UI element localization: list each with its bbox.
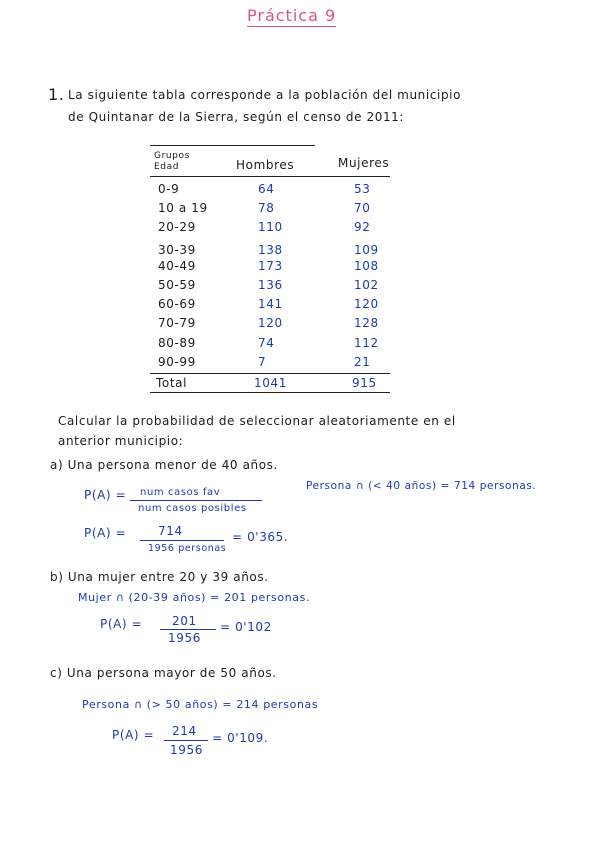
row-women: 102 — [354, 278, 379, 292]
row-age-group: 40-49 — [158, 258, 196, 273]
part-a-calc-num: 714 — [158, 524, 183, 538]
problem-number: 1. — [48, 85, 65, 104]
part-a-label: a) Una persona menor de 40 años. — [50, 458, 278, 472]
part-b-label: b) Una mujer entre 20 y 39 años. — [50, 570, 269, 584]
part-b-calc-bar — [160, 629, 216, 630]
page-title: Práctica 9 — [247, 6, 337, 25]
row-women: 112 — [354, 335, 379, 350]
part-a-p-label: P(A) = — [84, 488, 127, 502]
table-total-rule — [150, 373, 390, 374]
part-a-calc-den: 1956 personas — [148, 543, 227, 554]
part-c-calc-bar — [164, 740, 208, 741]
row-men: 110 — [258, 220, 283, 235]
row-age-group: 60-69 — [158, 297, 196, 312]
row-men: 120 — [258, 316, 283, 331]
row-men: 78 — [258, 201, 275, 216]
part-a-calc-bar — [140, 540, 224, 541]
row-men: 64 — [258, 182, 275, 196]
intro-line-2: anterior municipio: — [58, 434, 184, 448]
row-age-group: 90-99 — [158, 354, 196, 369]
part-c-p-label: P(A) = — [112, 728, 155, 742]
row-women: 128 — [354, 316, 379, 331]
header-women: Mujeres — [338, 156, 390, 170]
intro-line-1: Calcular la probabilidad de seleccionar aleatoriamente en el — [58, 414, 456, 428]
row-age-group: 30-39 — [158, 242, 196, 257]
row-women: 53 — [354, 182, 371, 196]
table-header-rule — [150, 176, 390, 177]
part-a-result: = 0'365. — [232, 530, 289, 544]
header-age-groups: Grupos Edad — [154, 151, 190, 172]
row-age-group: 50-59 — [158, 278, 196, 292]
part-a-formula-den: num casos posibles — [138, 503, 247, 514]
part-a-note: Persona ∩ (< 40 años) = 714 personas. — [306, 480, 537, 492]
row-men: 7 — [258, 354, 267, 369]
row-men: 173 — [258, 258, 283, 273]
part-b-p-label: P(A) = — [100, 617, 143, 631]
row-women: 120 — [354, 297, 379, 312]
row-men: 136 — [258, 278, 283, 292]
table-top-rule — [150, 145, 315, 146]
row-women: 109 — [354, 242, 379, 257]
row-men: 141 — [258, 297, 283, 312]
total-women: 915 — [352, 376, 377, 390]
part-b-result: = 0'102 — [220, 620, 272, 634]
row-women: 21 — [354, 354, 371, 369]
part-a-formula-bar — [130, 500, 262, 501]
problem-line-2: de Quintanar de la Sierra, según el censo de 2011: — [68, 110, 405, 124]
part-c-label: c) Una persona mayor de 50 años. — [50, 666, 277, 680]
part-c-result: = 0'109. — [212, 731, 269, 745]
total-label: Total — [156, 376, 188, 390]
row-women: 108 — [354, 258, 379, 273]
part-b-note: Mujer ∩ (20-39 años) = 201 personas. — [78, 591, 311, 604]
problem-line-1: La siguiente tabla corresponde a la población del municipio — [68, 88, 462, 102]
row-age-group: 0-9 — [158, 182, 180, 196]
row-women: 70 — [354, 201, 371, 216]
row-age-group: 70-79 — [158, 316, 196, 331]
part-a-formula-num: num casos fav — [140, 487, 221, 498]
row-age-group: 20-29 — [158, 220, 196, 235]
part-b-calc-den: 1956 — [168, 631, 201, 645]
row-men: 74 — [258, 335, 275, 350]
part-c-calc-den: 1956 — [170, 743, 203, 757]
header-men: Hombres — [236, 158, 295, 172]
row-women: 92 — [354, 220, 371, 235]
part-c-calc-num: 214 — [172, 724, 197, 738]
part-b-calc-num: 201 — [172, 614, 197, 628]
part-c-note: Persona ∩ (> 50 años) = 214 personas — [82, 698, 319, 711]
population-table — [0, 0, 600, 400]
total-men: 1041 — [254, 376, 287, 390]
table-bottom-rule — [150, 392, 390, 393]
part-a-p2-label: P(A) = — [84, 526, 127, 540]
row-men: 138 — [258, 242, 283, 257]
row-age-group: 80-89 — [158, 335, 196, 350]
row-age-group: 10 a 19 — [158, 201, 208, 216]
